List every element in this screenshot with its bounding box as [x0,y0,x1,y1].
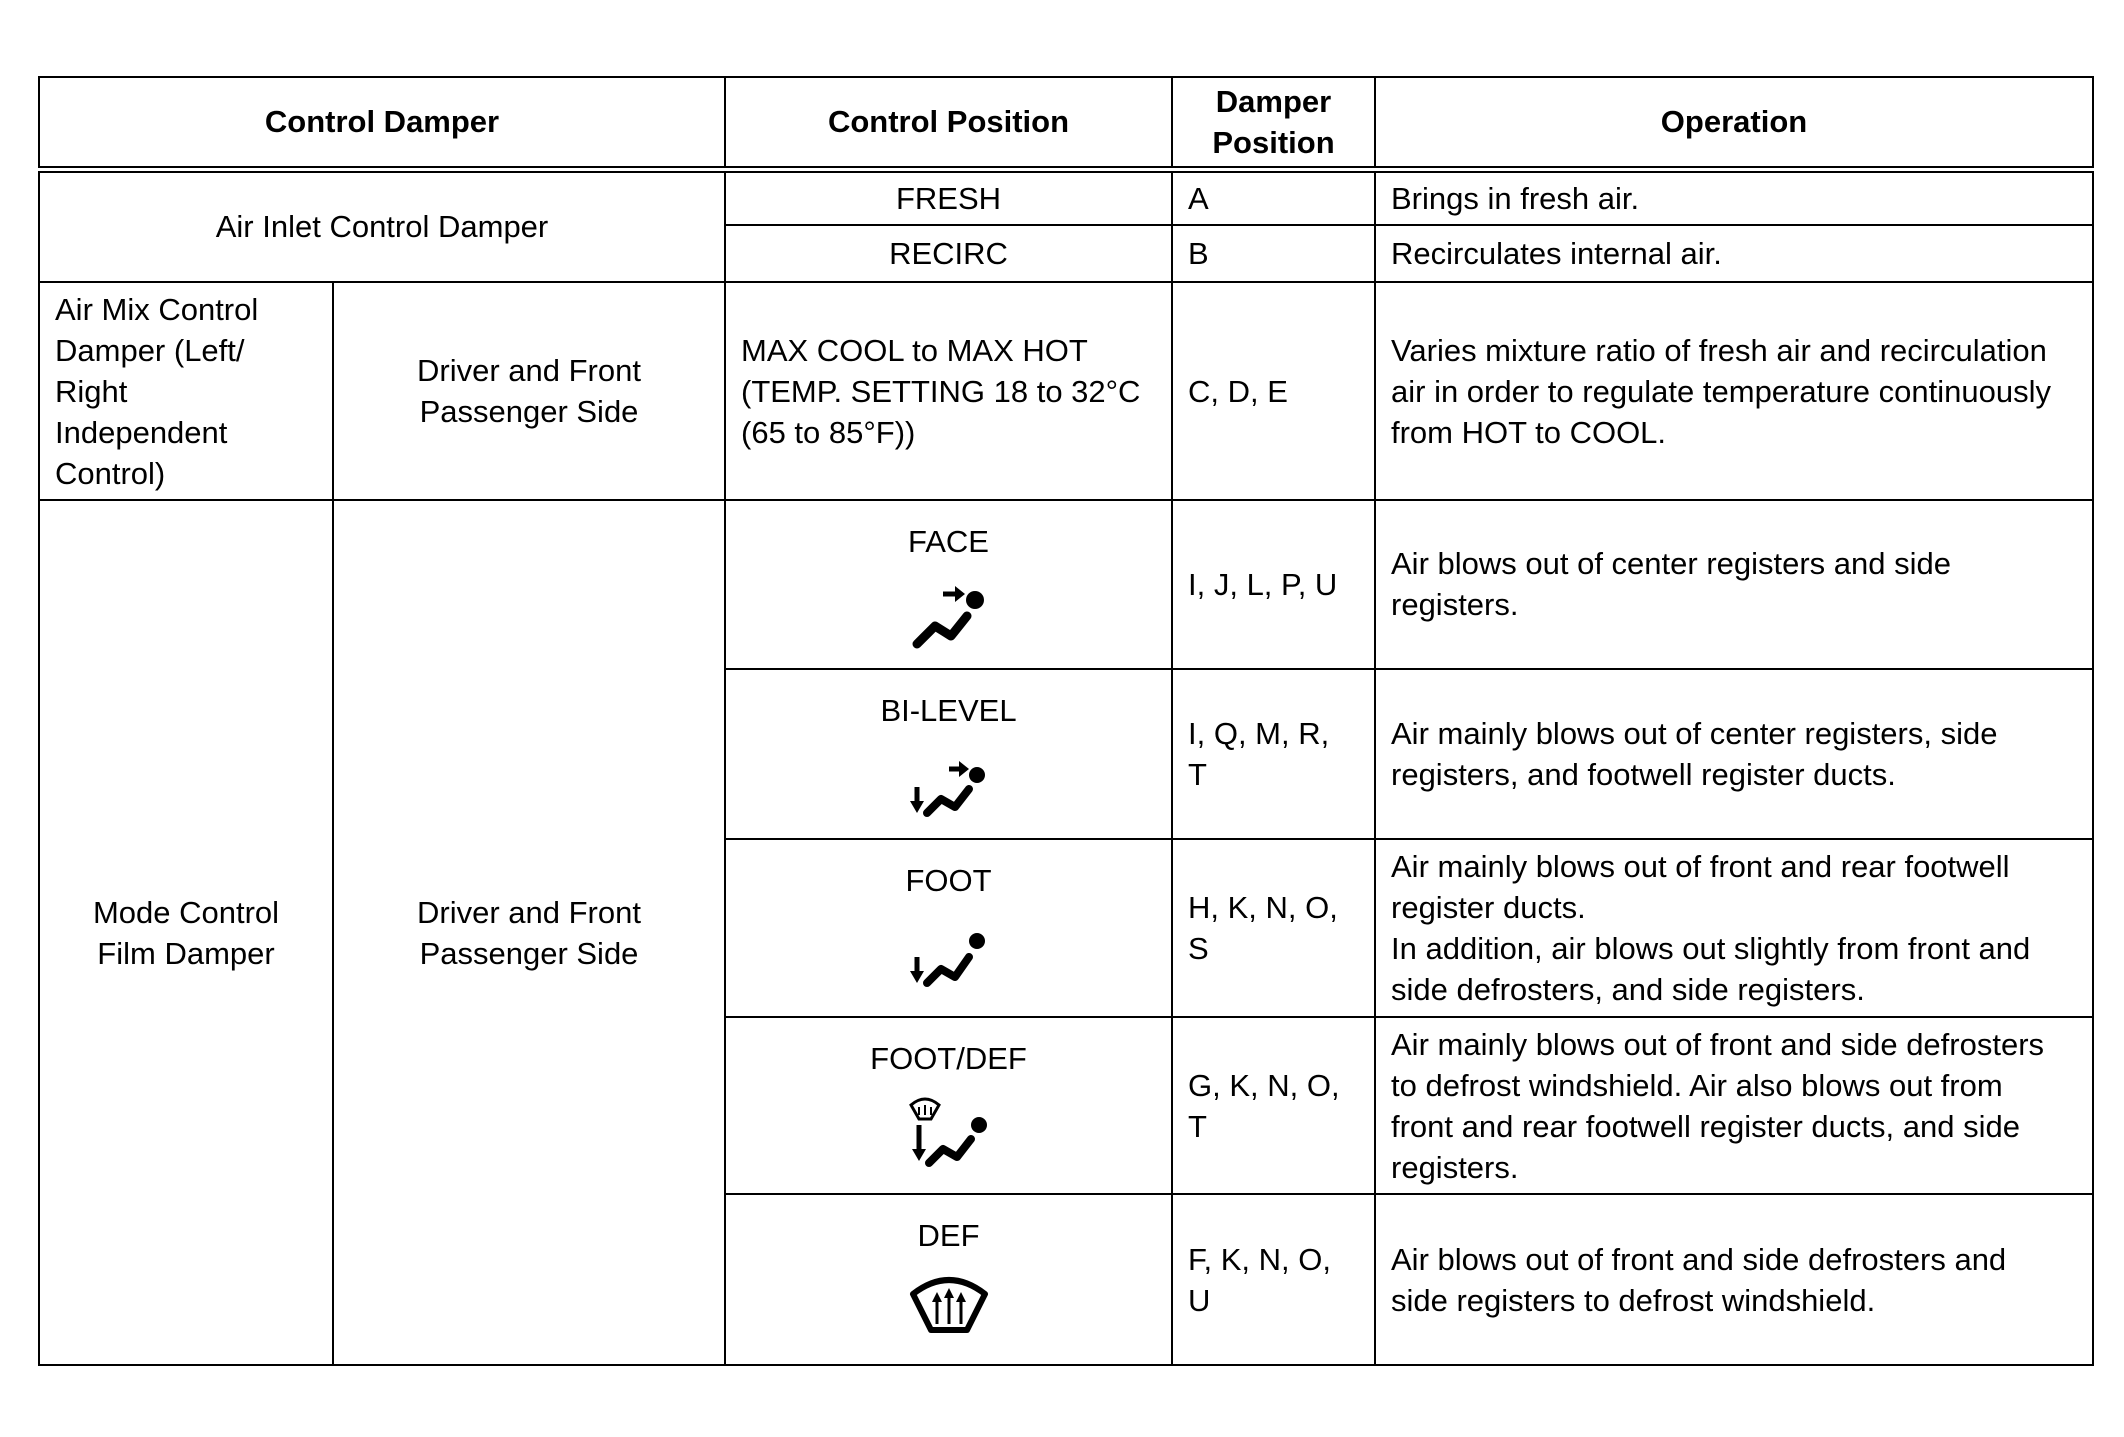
text-line: Control) [55,455,166,491]
damper-operation-table [38,76,2094,1366]
text-line: side defrosters, and side registers. [1391,972,1865,1008]
text-line: F, K, N, O, [1188,1241,1331,1277]
header-row [39,77,2093,169]
header-control-position: Control Position [725,77,1172,169]
control-position-cell [725,1017,1172,1195]
mode-label: DEF [917,1218,980,1254]
mode-label: FOOT/DEF [870,1040,1027,1076]
text-line: registers. [1391,1149,1519,1185]
text-line: T [1188,1108,1207,1144]
foot-def-mode-icon [907,1095,991,1167]
mode-side [333,500,725,1365]
text-line: Air mainly blows out of center registers, side [1391,715,1998,751]
text-line: front and rear footwell register ducts, and side [1391,1108,2020,1144]
operation-cell [1375,839,2093,1017]
text-line: from HOT to COOL. [1391,414,1667,450]
text-line: Driver and Front [417,894,641,930]
text-line: H, K, N, O, [1188,890,1338,926]
text-line: S [1188,931,1209,967]
text-line: G, K, N, O, [1188,1067,1340,1103]
bi-level-mode-icon [907,747,991,819]
text-line: register ducts. [1391,890,1586,926]
mode-label: BI-LEVEL [880,692,1017,728]
damper-position-cell [1172,839,1375,1017]
text-line: In addition, air blows out slightly from front and [1391,931,2031,967]
header-damper-position [1172,77,1375,169]
table-row [39,282,2093,500]
air-mix-damper-name [39,282,333,500]
header-control-damper: Control Damper [39,77,725,169]
text-line: Air Mix Control [55,291,259,327]
text-line: Damper (Left/ [55,332,245,368]
operation-cell: Brings in fresh air. [1375,169,2093,225]
text-line: T [1188,756,1207,792]
operation-cell [1375,1017,2093,1195]
text-line: Right [55,373,128,409]
text-line: I, J, L, P, U [1188,566,1338,602]
damper-position-cell: B [1172,225,1375,282]
text-line: Air mainly blows out of front and rear footwell [1391,849,2010,885]
control-position-cell [725,839,1172,1017]
text-line: MAX COOL to MAX HOT [741,332,1088,368]
damper-position-cell [1172,1017,1375,1195]
text-line: Damper [1215,83,1332,119]
face-mode-icon [907,578,991,650]
air-inlet-damper-name: Air Inlet Control Damper [39,169,725,282]
text-line: Position [1212,124,1335,160]
mode-damper-name [39,500,333,1365]
control-position-cell: FRESH [725,169,1172,225]
header-damper-position-line [1173,81,1374,163]
damper-position-cell: A [1172,169,1375,225]
text-line: Mode Control [92,894,280,930]
text-line: Film Damper [97,935,275,971]
operation-cell [1375,282,2093,500]
text-line: (65 to 85°F)) [741,414,916,450]
control-position-cell: RECIRC [725,225,1172,282]
text-line: Air mainly blows out of front and side defrosters [1391,1026,2045,1062]
control-position-cell [725,669,1172,840]
damper-position-cell: C, D, E [1172,282,1375,500]
text-line: I, Q, M, R, [1188,715,1330,751]
control-position-cell [725,500,1172,669]
operation-cell [1375,669,2093,840]
text-line: Air blows out of front and side defrosters and [1391,1241,2007,1277]
table-row [39,169,2093,225]
text-line: registers, and footwell register ducts. [1391,756,1896,792]
text-line: Independent [55,414,228,450]
foot-mode-icon [907,917,991,989]
damper-position-cell [1172,669,1375,840]
text-line: (TEMP. SETTING 18 to 32°C [741,373,1141,409]
text-line: to defrost windshield. Air also blows out from [1391,1067,2003,1103]
air-mix-side [333,282,725,500]
operation-cell: Recirculates internal air. [1375,225,2093,282]
text-line: Passenger Side [419,935,639,971]
text-line: Varies mixture ratio of fresh air and recirculation [1391,332,2047,368]
text-line: Driver and Front [417,353,641,389]
text-line: U [1188,1282,1211,1318]
damper-position-cell [1172,500,1375,669]
mode-label: FOOT [905,863,992,899]
operation-cell [1375,1194,2093,1365]
operation-cell [1375,500,2093,669]
header-operation: Operation [1375,77,2093,169]
damper-position-cell [1172,1194,1375,1365]
text-line: Air blows out of center registers and side [1391,546,1951,582]
mode-label: FACE [908,524,989,560]
control-position-cell [725,1194,1172,1365]
text-line: registers. [1391,587,1519,623]
def-mode-icon [907,1272,991,1344]
text-line: air in order to regulate temperature continuously [1391,373,2051,409]
table-row [39,500,2093,669]
text-line: side registers to defrost windshield. [1391,1282,1876,1318]
control-position-cell [725,282,1172,500]
text-line: Passenger Side [419,394,639,430]
